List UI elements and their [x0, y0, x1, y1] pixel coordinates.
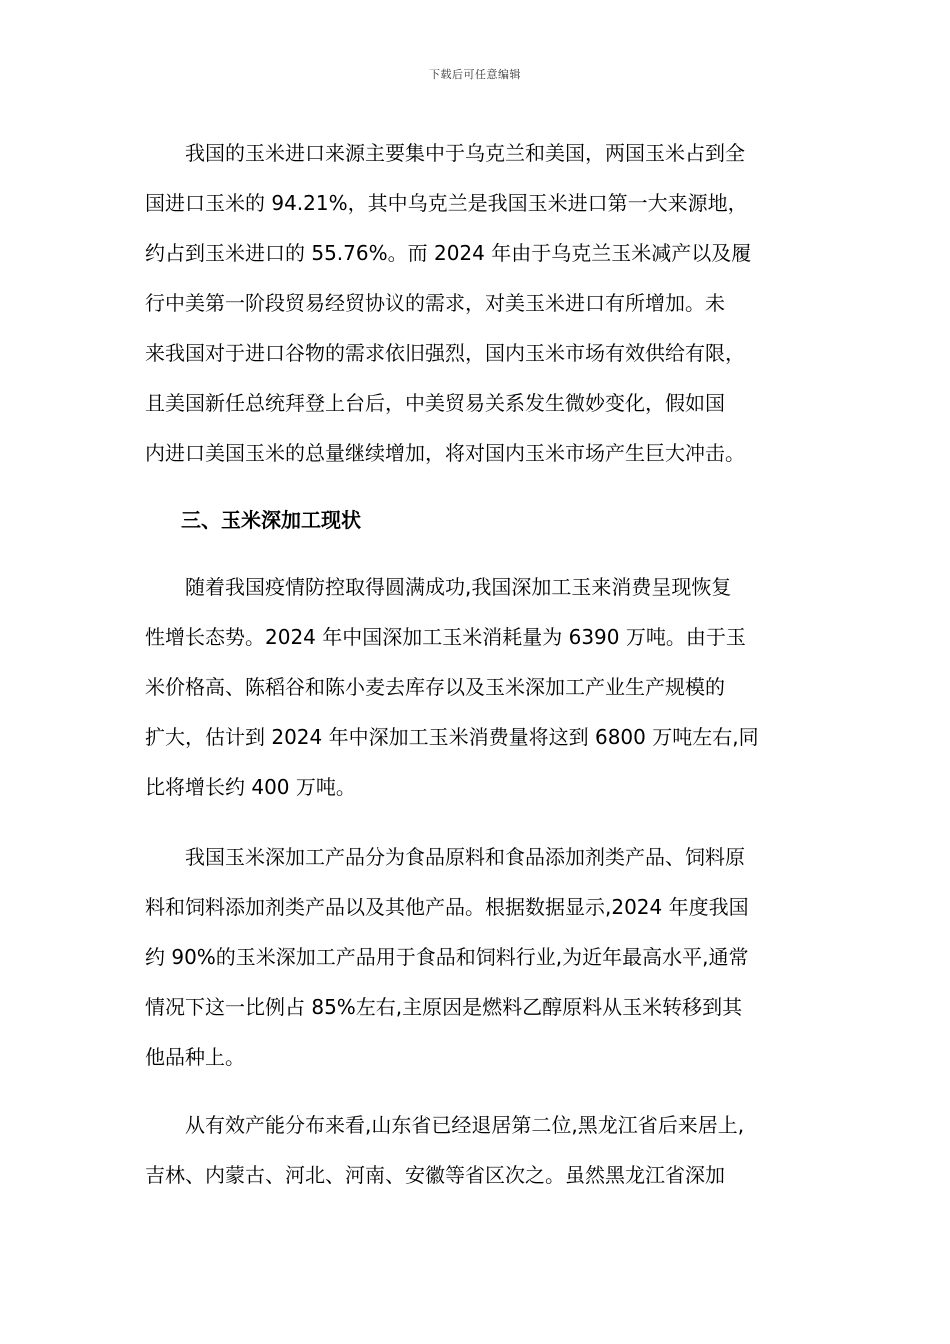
paragraph-corn-import-sources [145, 128, 809, 478]
text-line: 他品种上。 [145, 1045, 245, 1069]
text-line: 内进口美国玉米的总量继续增加，将对国内玉米市场产生巨大冲击。 [145, 441, 745, 465]
text-line: 我国的玉米进口来源主要集中于乌克兰和美国，两国玉米占到全 [185, 141, 745, 165]
text-line: 性增长态势。2024 年中国深加工玉米消耗量为 6390 万吨。由于玉 [145, 625, 746, 649]
section-heading: 三、玉米深加工现状 [181, 508, 361, 532]
text-line: 料和饲料添加剂类产品以及其他产品。根据数据显示,2024 年度我国 [145, 895, 749, 919]
text-line: 随着我国疫情防控取得圆满成功,我国深加工玉来消费呈现恢复 [185, 575, 732, 599]
text-line: 国进口玉米的 94.21%，其中乌克兰是我国玉米进口第一大来源地， [145, 191, 748, 215]
text-line: 我国玉米深加工产品分为食品原料和食品添加剂类产品、饲料原 [185, 845, 745, 869]
text-line: 约占到玉米进口的 55.76%。而 2024 年由于乌克兰玉米减产以及履 [145, 241, 752, 265]
text-line: 行中美第一阶段贸易经贸协议的需求，对美玉米进口有所增加。未 [145, 291, 725, 315]
text-line: 约 90%的玉米深加工产品用于食品和饲料行业,为近年最高水平,通常 [145, 945, 749, 969]
text-line: 吉林、内蒙古、河北、河南、安徽等省区次之。虽然黑龙江省深加 [145, 1163, 725, 1187]
paragraph-capacity-distribution [145, 1100, 809, 1200]
text-line: 情况下这一比例占 85%左右,主原因是燃料乙醇原料从玉米转移到其 [145, 995, 743, 1019]
text-line: 比将增长约 400 万吨。 [145, 775, 356, 799]
text-line: 来我国对于进口谷物的需求依旧强烈，国内玉米市场有效供给有限， [145, 341, 745, 365]
text-line: 米价格高、陈稻谷和陈小麦去库存以及玉米深加工产业生产规模的 [145, 675, 725, 699]
text-line: 扩大，估计到 2024 年中深加工玉米消费量将这到 6800 万吨左右,同 [145, 725, 759, 749]
text-line: 从有效产能分布来看,山东省已经退居第二位,黑龙江省后来居上, [185, 1113, 745, 1137]
paragraph-deep-processing-consumption [145, 562, 809, 812]
text-line: 且美国新任总统拜登上台后，中美贸易关系发生微妙变化，假如国 [145, 391, 725, 415]
page-header: 下载后可任意编辑 [429, 68, 521, 81]
paragraph-deep-processing-products [145, 832, 809, 1082]
